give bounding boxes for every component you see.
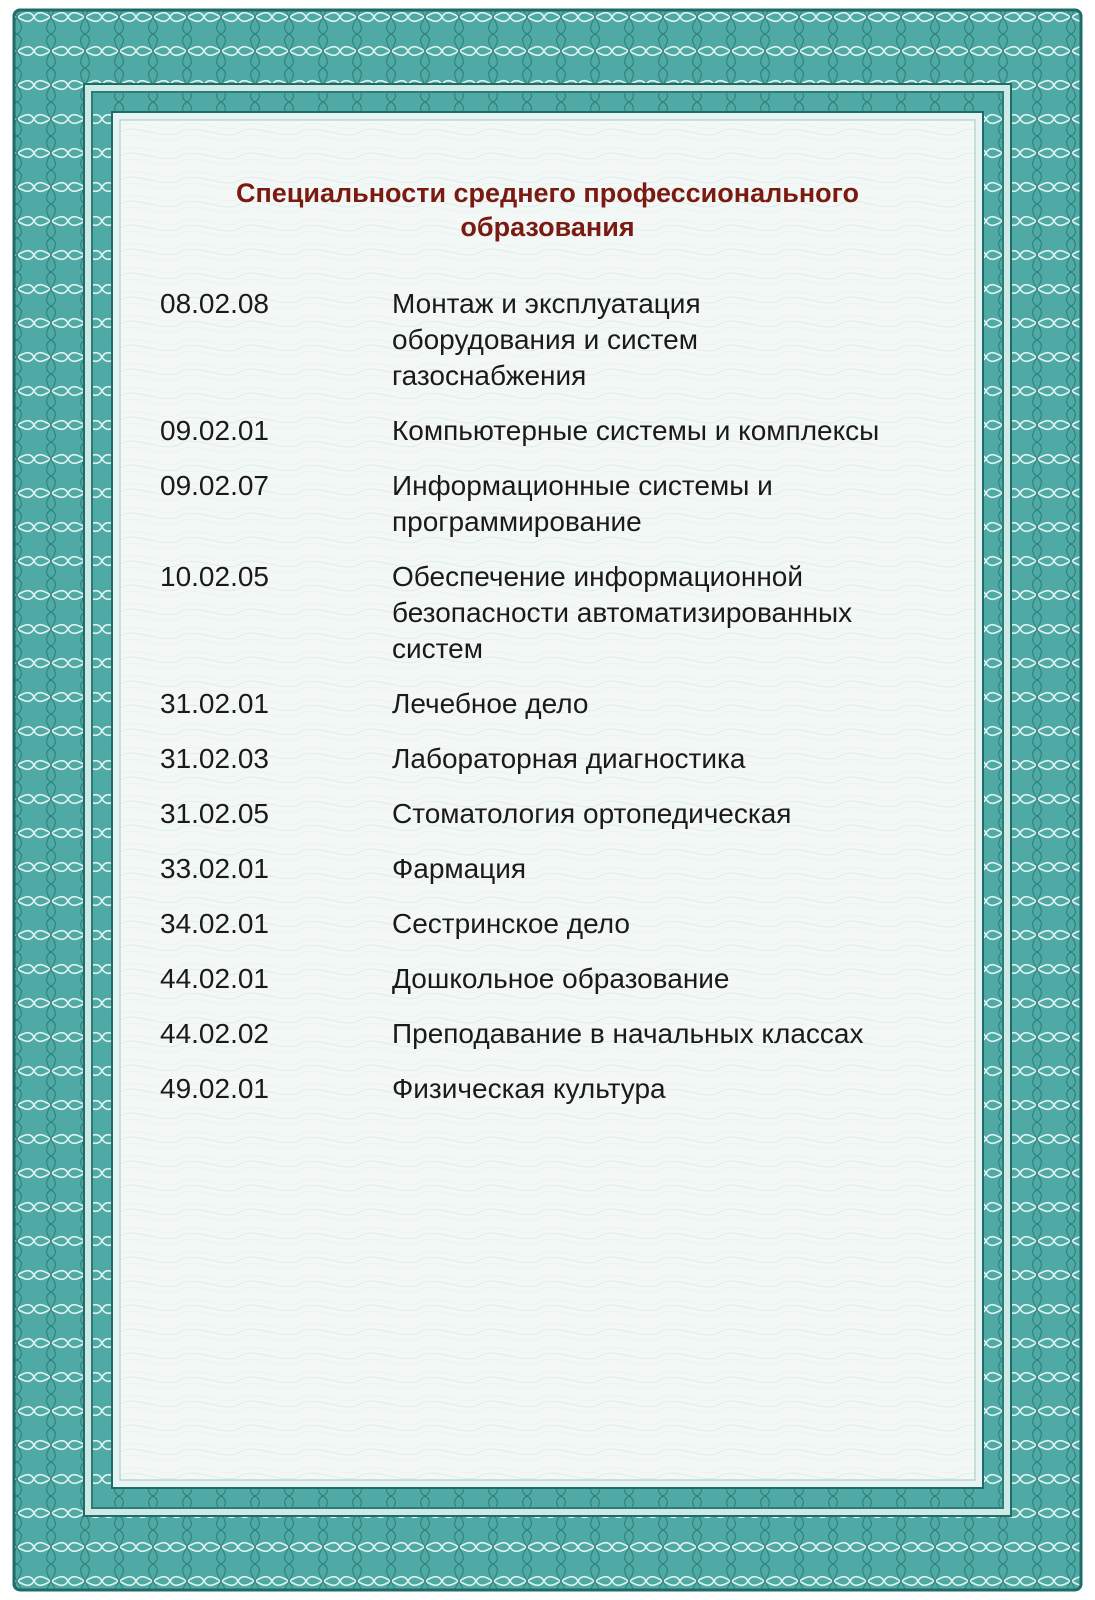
- specialty-name: Обеспечение информационной безопасности автоматизированных систем: [392, 561, 853, 664]
- specialty-name: Лабораторная диагностика: [392, 743, 746, 774]
- specialty-code: 31.02.01: [160, 688, 269, 719]
- specialty-code: 31.02.05: [160, 798, 269, 829]
- specialty-name: Лечебное дело: [392, 688, 589, 719]
- specialty-name: Компьютерные системы и комплексы: [392, 415, 880, 446]
- title-line-1: Специальности среднего профессионального: [235, 178, 860, 208]
- specialty-row: [160, 559, 960, 667]
- specialty-name: Стоматология ортопедическая: [392, 798, 792, 829]
- specialty-row: [160, 1016, 960, 1052]
- specialty-list: [160, 286, 960, 1126]
- specialty-name: Монтаж и эксплуатация оборудования и систем газоснабжения: [392, 288, 701, 391]
- specialty-code: 10.02.05: [160, 561, 269, 592]
- page-title: [120, 176, 975, 244]
- specialty-name: Дошкольное образование: [392, 963, 730, 994]
- specialty-code: 09.02.01: [160, 415, 269, 446]
- specialty-row: [160, 686, 960, 722]
- specialty-row: [160, 286, 960, 394]
- specialty-row: [160, 906, 960, 942]
- specialty-row: [160, 1071, 960, 1107]
- specialty-name: Преподавание в начальных классах: [392, 1018, 864, 1049]
- specialty-row: [160, 413, 960, 449]
- specialty-code: 08.02.08: [160, 288, 269, 319]
- specialty-code: 33.02.01: [160, 853, 269, 884]
- specialty-name: Физическая культура: [392, 1073, 666, 1104]
- specialty-name: Фармация: [392, 853, 527, 884]
- specialty-name: Сестринское дело: [392, 908, 630, 939]
- specialty-code: 34.02.01: [160, 908, 269, 939]
- specialty-row: [160, 851, 960, 887]
- specialty-row: [160, 796, 960, 832]
- certificate-content: [120, 122, 975, 1478]
- specialty-code: 44.02.01: [160, 963, 269, 994]
- specialty-code: 49.02.01: [160, 1073, 269, 1104]
- title-line-2: образования: [460, 212, 635, 242]
- specialty-code: 09.02.07: [160, 470, 269, 501]
- specialty-row: [160, 961, 960, 997]
- specialty-code: 44.02.02: [160, 1018, 269, 1049]
- specialty-code: 31.02.03: [160, 743, 269, 774]
- specialty-name: Информационные системы и программирование: [392, 470, 773, 537]
- specialty-row: [160, 741, 960, 777]
- specialty-row: [160, 468, 960, 540]
